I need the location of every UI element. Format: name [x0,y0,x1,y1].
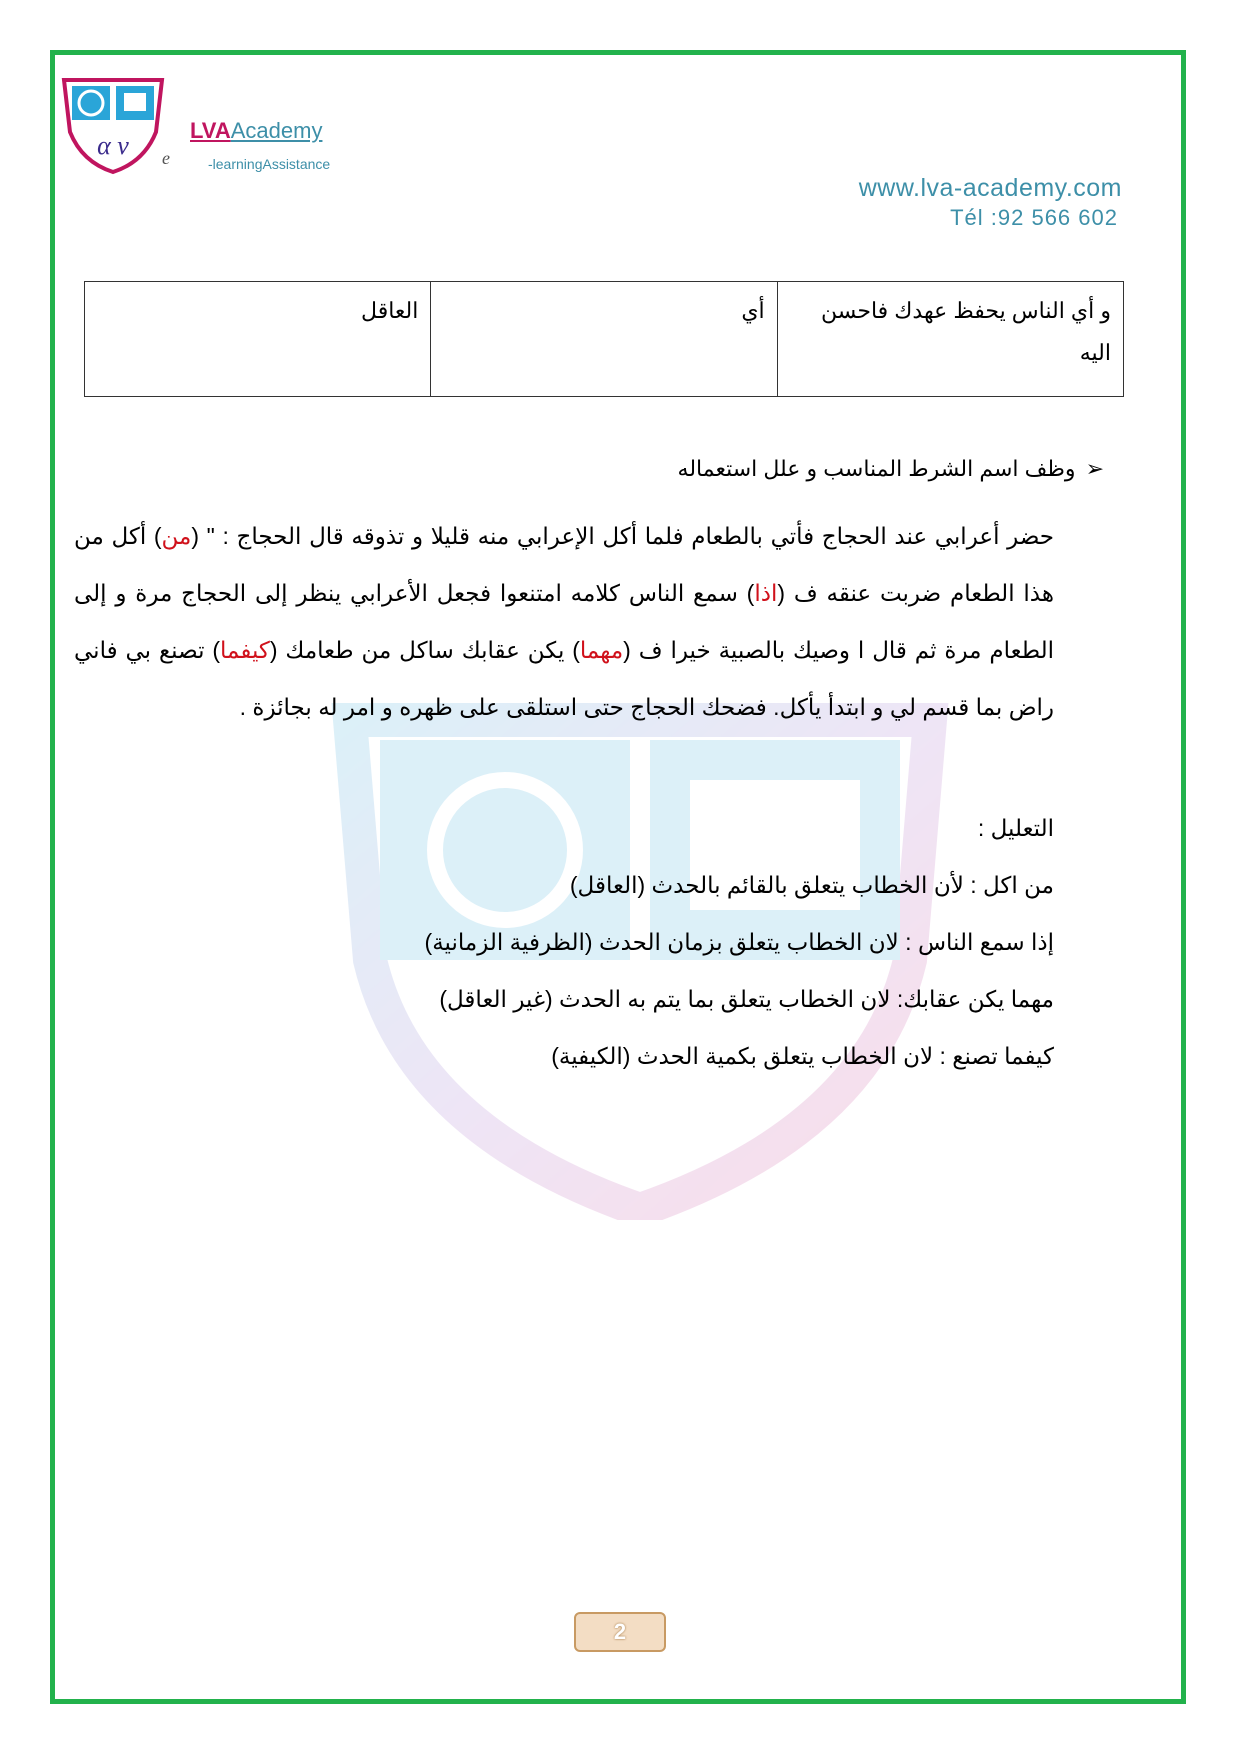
brand-academy: Academy [230,118,323,143]
table-cell-condition-noun: أي [431,282,777,397]
brand-lva: LVA [190,118,231,143]
answer-table [84,281,1124,397]
passage-text: ) أكل من هذا الطعام ضربت عنقه ف ( [74,523,1054,606]
keyword-itha: اذا [754,580,778,606]
keyword-man: من [161,523,192,549]
reason-item: من اكل : لأن الخطاب يتعلق بالقائم بالحدث (العاقل) [569,872,1054,898]
reason-item: مهما يكن عقابك: لان الخطاب يتعلق بما يتم به الحدث (غير العاقل) [439,986,1054,1012]
page-number: 2 [574,1612,666,1652]
brand-e: e [162,148,170,168]
table-cell-meaning: العاقل [85,282,431,397]
exercise-passage [74,508,1054,736]
table-row [85,282,1124,397]
reason-item: إذا سمع الناس : لان الخطاب يتعلق بزمان الحدث (الظرفية الزمانية) [424,929,1054,955]
brand-name [190,118,322,144]
reason-item: كيفما تصنع : لان الخطاب يتعلق بكمية الحدث (الكيفية) [551,1043,1054,1069]
passage-text: حضر أعرابي عند الحجاج فأتي بالطعام فلما أكل الإعرابي منه قليلا و تذوقه قال الحجاج : " ( [191,523,1054,549]
passage-text: ) سمع الناس كلامه امتنعوا فجعل الأعرابي ينظر إلى الحجاج مرة و إلى الطعام مرة ثم قال ا وصيك بالصبية خيرا ف ( [74,580,1054,663]
instruction-text: وظف اسم الشرط المناسب و علل استعماله [677,456,1076,481]
keyword-kayfama: كيفما [220,637,270,663]
reasoning-title: التعليل : [977,815,1054,841]
svg-text:α ν: α ν [97,131,129,160]
passage-text: ) تصنع بي فاني راض بما قسم لي و ابتدأ يأكل. فضحك الحجاج حتى استلقى على ظهره و امر له بجائزة . [74,637,1054,720]
reasoning-section [74,800,1054,1085]
exercise-instruction [678,456,1104,482]
phone-number: Tél :92 566 602 [950,205,1118,230]
passage-text: ) يكن عقابك ساكل من طعامك ( [269,637,580,663]
table-cell-sentence: و أي الناس يحفظ عهدك فاحسن اليه [777,282,1123,397]
brand-subtitle: -learningAssistance [208,156,331,172]
lva-logo-icon [58,76,168,176]
website-link[interactable]: www.lva-academy.com [858,174,1122,202]
bullet-arrow-icon: ➢ [1085,456,1104,481]
keyword-mahma: مهما [579,637,624,663]
